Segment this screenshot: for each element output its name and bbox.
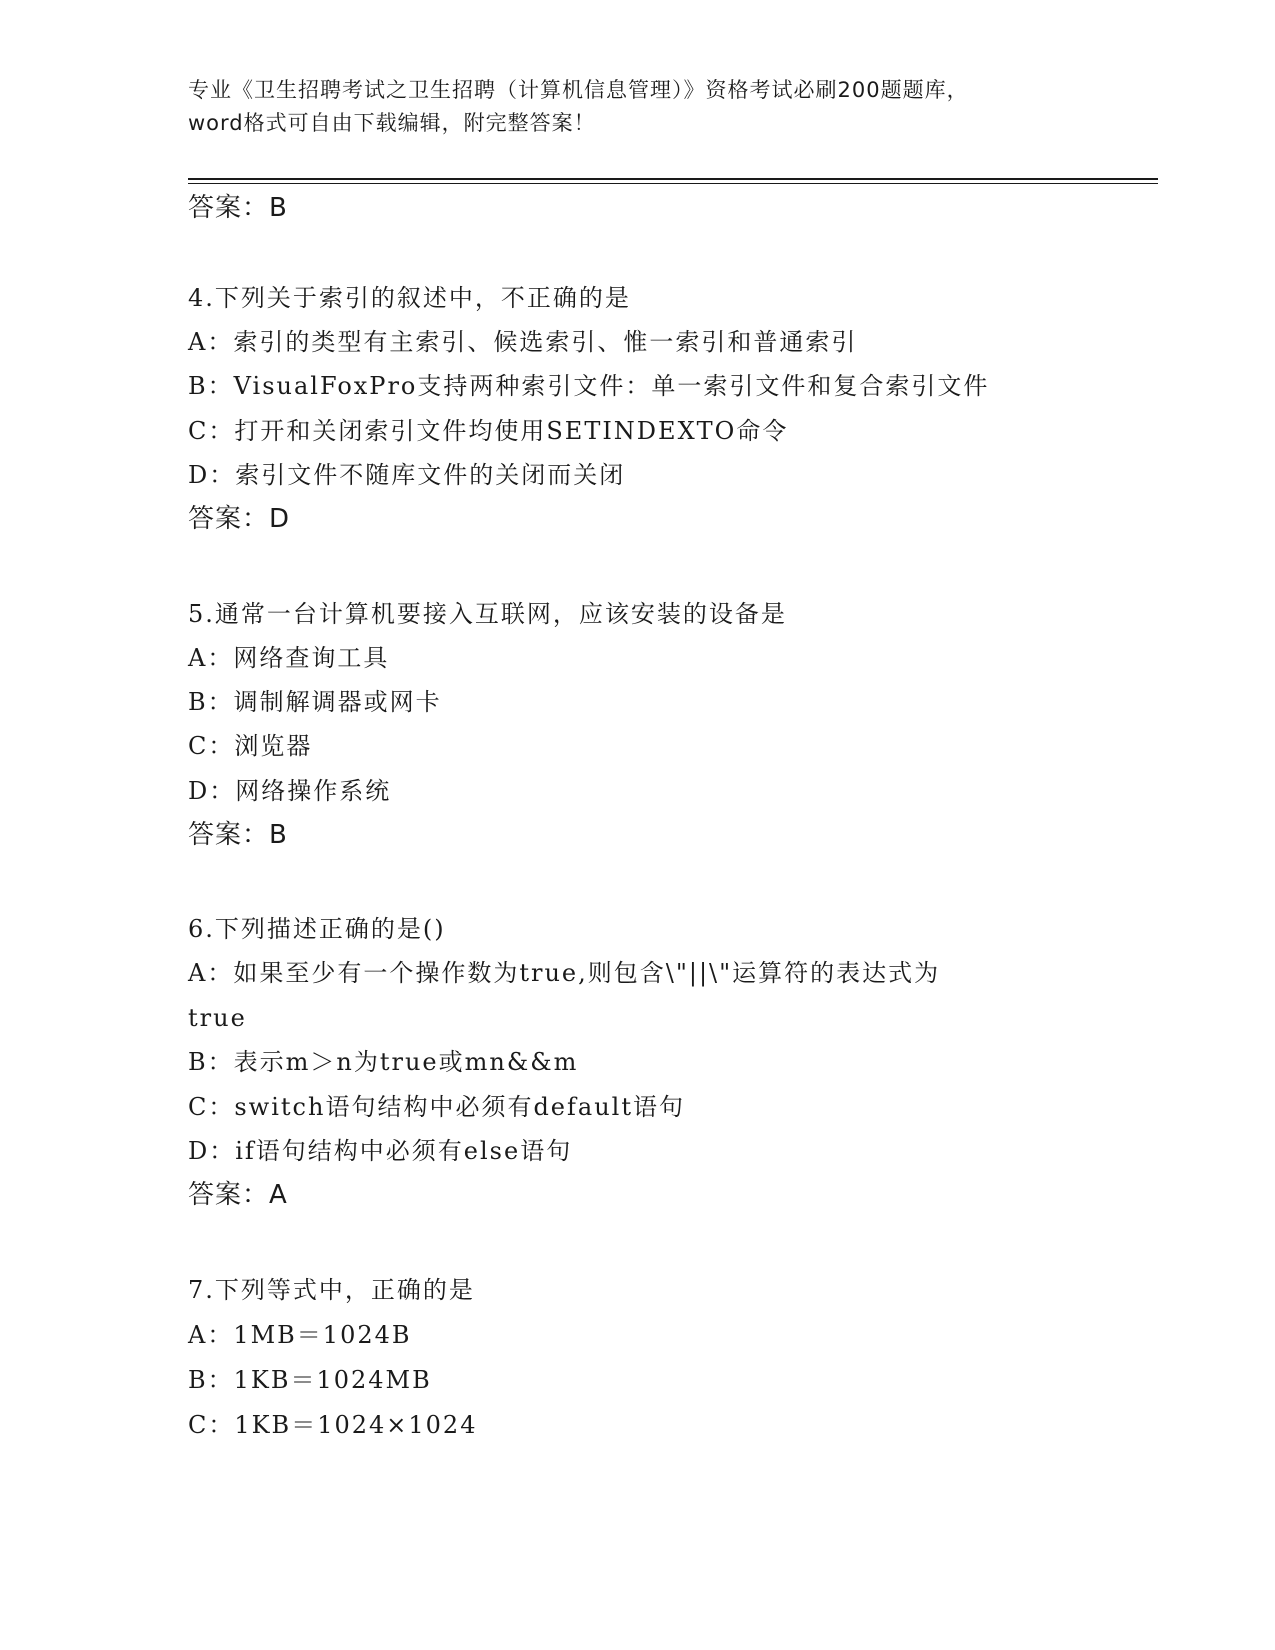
question-4-option-b: B：VisualFoxPro支持两种索引文件：单一索引文件和复合索引文件 <box>188 372 990 400</box>
document-header <box>188 74 1088 140</box>
question-6-option-d: D：if语句结构中必须有else语句 <box>188 1137 573 1165</box>
question-6-option-a-continued: true <box>188 1004 247 1032</box>
question-5-option-c: C：浏览器 <box>188 732 313 760</box>
answer-line: 答案：A <box>188 1180 288 1210</box>
question-4-option-c: C：打开和关闭索引文件均使用SETINDEXTO命令 <box>188 417 789 445</box>
header-rule-thick <box>188 178 1158 180</box>
answer-line: 答案：B <box>188 193 288 223</box>
question-5-option-a: A：网络查询工具 <box>188 644 390 672</box>
question-6-stem: 6.下列描述正确的是() <box>188 915 446 943</box>
question-4-option-d: D：索引文件不随库文件的关闭而关闭 <box>188 461 626 489</box>
question-6-option-a: A：如果至少有一个操作数为true,则包含\"||\"运算符的表达式为 <box>188 959 941 987</box>
question-6-option-b: B：表示m＞n为true或mn&&m <box>188 1048 579 1076</box>
header-line-1: 专业《卫生招聘考试之卫生招聘（计算机信息管理）》资格考试必刷200题题库， <box>188 78 969 102</box>
question-6-option-c: C：switch语句结构中必须有default语句 <box>188 1093 685 1121</box>
question-5-option-b: B：调制解调器或网卡 <box>188 688 442 716</box>
question-5-stem: 5.通常一台计算机要接入互联网，应该安装的设备是 <box>188 600 787 628</box>
question-4-option-a: A：索引的类型有主索引、候选索引、惟一索引和普通索引 <box>188 328 858 356</box>
header-rule-thin <box>188 183 1158 184</box>
question-7-option-c: C：1KB＝1024×1024 <box>188 1411 478 1439</box>
header-line-2: word格式可自由下载编辑，附完整答案！ <box>188 111 596 135</box>
answer-line: 答案：D <box>188 504 291 534</box>
question-7-stem: 7.下列等式中，正确的是 <box>188 1276 475 1304</box>
question-7-option-b: B：1KB＝1024MB <box>188 1366 432 1394</box>
question-4-stem: 4.下列关于索引的叙述中，不正确的是 <box>188 284 631 312</box>
answer-line: 答案：B <box>188 820 288 850</box>
question-5-option-d: D：网络操作系统 <box>188 777 392 805</box>
question-7-option-a: A：1MB＝1024B <box>188 1321 412 1349</box>
